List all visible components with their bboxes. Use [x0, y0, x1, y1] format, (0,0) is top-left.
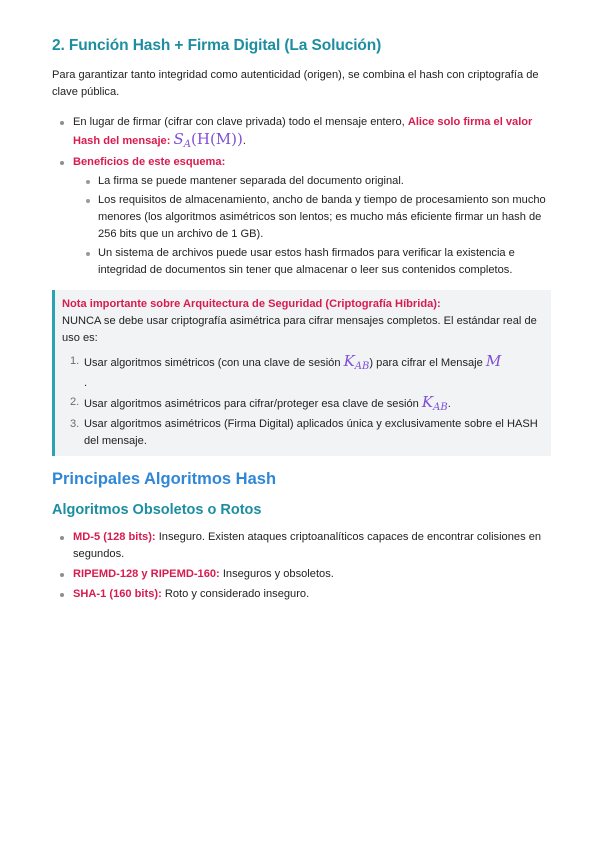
math-formula: $K_{AB}$	[343, 352, 370, 372]
benefits-list	[73, 173, 548, 279]
main-bullet-list	[52, 114, 548, 279]
algorithm-list	[52, 529, 548, 603]
algorithms-heading: Principales Algoritmos Hash	[52, 470, 277, 488]
algorithm-name: MD-5 (128 bits):	[73, 531, 156, 543]
steps-list	[62, 353, 543, 450]
math-formula: $K_{AB}$	[421, 393, 448, 413]
intro-paragraph: Para garantizar tanto integridad como autenticidad (origen), se combina el hash con criptografía de clave pública.	[52, 69, 539, 98]
note-body: NUNCA se debe usar criptografía asimétrica para cifrar mensajes completos. El estándar real de uso es:	[62, 315, 537, 344]
highlight-text: Alice solo firma el valor Hash del mensaje:	[73, 116, 533, 147]
list-item: 1. Usar algoritmos simétricos (con una clave de sesión $K_{AB}$) para cifrar el Mensaje M .	[70, 352, 502, 389]
note-callout	[52, 290, 551, 456]
list-item: En lugar de firmar (cifrar con clave privada) todo el mensaje entero, Alice solo firma el valor Hash del mensaje: $S_A(H(M))$.	[52, 114, 548, 153]
math-formula: M	[485, 352, 502, 370]
list-item: SHA-1 (160 bits): Roto y considerado inseguro.	[52, 586, 548, 603]
algorithm-name: RIPEMD-128 y RIPEMD-160:	[73, 568, 220, 580]
algorithm-name: SHA-1 (160 bits):	[73, 588, 162, 600]
section-title: 2. Función Hash + Firma Digital (La Solución)	[52, 37, 382, 54]
list-item: 3. Usar algoritmos asimétricos (Firma Digital) aplicados única y exclusivamente sobre el HASH del mensaje.	[70, 418, 538, 447]
obsolete-heading: Algoritmos Obsoletos o Rotos	[52, 502, 262, 518]
benefits-label: Beneficios de este esquema:	[73, 156, 226, 168]
note-title: Nota importante sobre Arquitectura de Seguridad (Criptografía Híbrida):	[62, 298, 441, 310]
list-item: MD-5 (128 bits): Inseguro. Existen ataques criptoanalíticos capaces de encontrar colisiones en segundos.	[52, 529, 548, 563]
list-item: Un sistema de archivos puede usar estos hash firmados para verificar la existencia e integridad de documentos sin tener que almacenar o leer sus contenidos completos.	[73, 245, 548, 279]
list-item: RIPEMD-128 y RIPEMD-160: Inseguros y obsoletos.	[52, 566, 548, 583]
list-item	[52, 154, 548, 279]
math-formula: $S_A(H(M))$	[173, 130, 243, 150]
list-item: Los requisitos de almacenamiento, ancho de banda y tiempo de procesamiento son mucho menores (los algoritmos asimétricos son lentos; es mucho más eficiente firmar un hash de 256 bits que un archivo de 1 GB).	[73, 192, 548, 243]
list-item: 2. Usar algoritmos asimétricos para cifrar/proteger esa clave de sesión $K_{AB}$.	[70, 393, 451, 413]
list-item: La firma se puede mantener separada del documento original.	[73, 173, 548, 190]
document-page	[52, 36, 548, 603]
